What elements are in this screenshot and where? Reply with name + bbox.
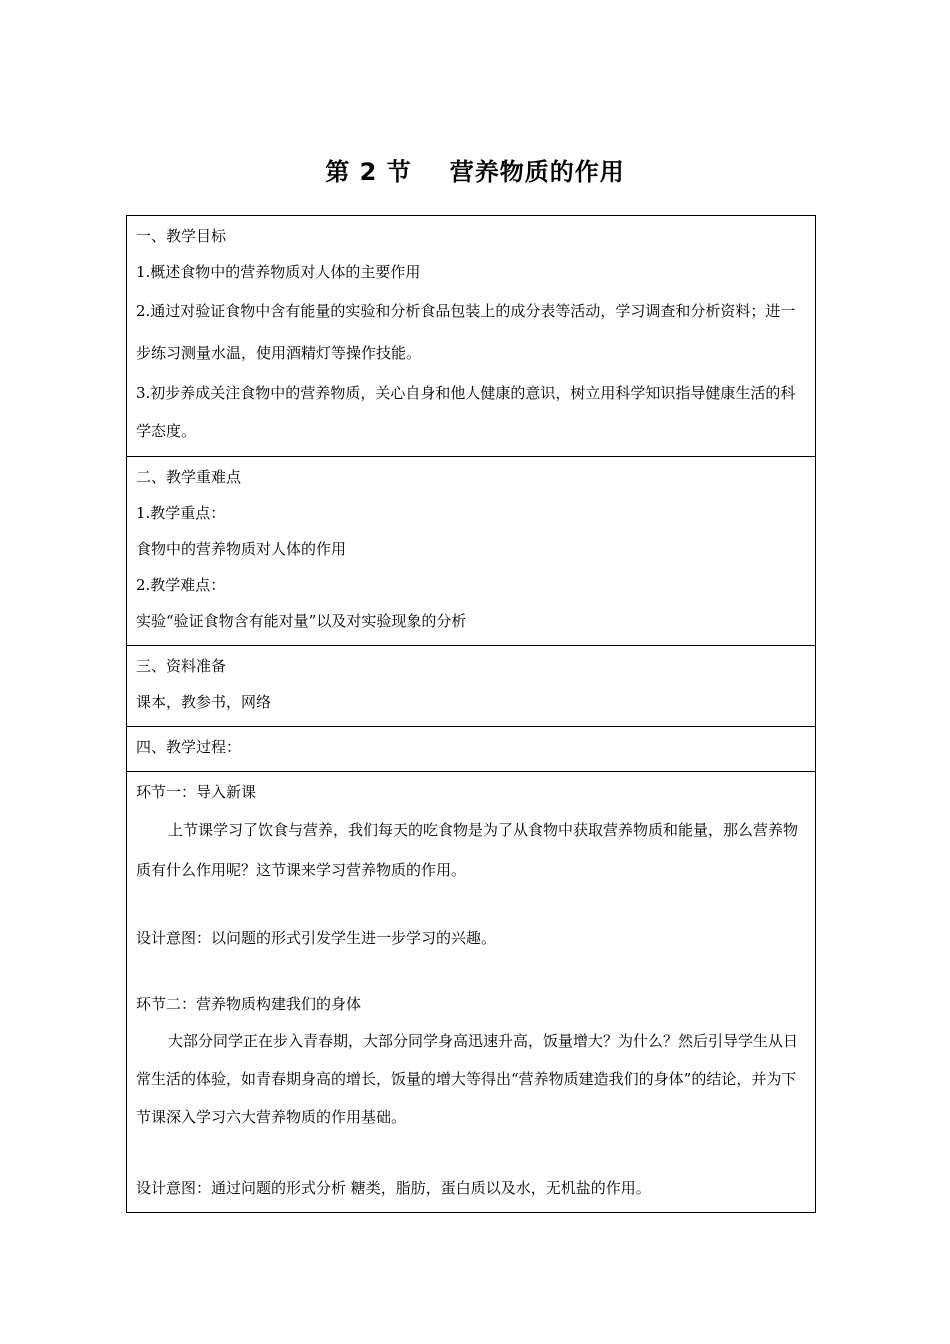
materials-text: 课本，教参书，网络 [136,693,272,711]
lesson-plan-table [126,215,816,1213]
step1-title: 环节一：导入新课 [136,783,257,801]
difficulty-label: 2.教学难点： [136,576,226,594]
materials-row [127,646,816,727]
step2-text: 大部分同学正在步入青春期，大部分同学身高迅速升高，饭量增大？为什么？然后引导学生从日常生活的体验，如青春期身高的增长，饭量的增大等得出“营养物质建造我们的身体”的结论，并为下节课深入学习六大营养物质的作用基础。 [136,1032,799,1126]
focus-label: 1.教学重点： [136,504,226,522]
steps-row [127,772,816,1213]
goal-item-3: 3.初步养成关注食物中的营养物质，关心自身和他人健康的意识，树立用科学知识指导健康生活的科学态度。 [136,384,796,440]
goals-cell [127,216,816,457]
page-title [0,152,950,187]
process-row [127,727,816,772]
spacer [136,1136,806,1170]
keypoints-cell [127,457,816,646]
spacer [136,956,806,986]
materials-heading: 三、资料准备 [136,657,227,675]
process-cell [127,727,816,772]
step1-intent: 设计意图：以问题的形式引发学生进一步学习的兴趣。 [136,929,497,947]
goals-heading: 一、教学目标 [136,227,227,245]
spacer [136,890,806,920]
goals-row [127,216,816,457]
title-topic: 营养物质的作用 [449,158,625,186]
keypoints-row [127,457,816,646]
materials-cell [127,646,816,727]
steps-cell [127,772,816,1213]
step1-text: 上节课学习了饮食与营养，我们每天的吃食物是为了从食物中获取营养物质和能量，那么营养物质有什么作用呢？这节课来学习营养物质的作用。 [136,821,799,879]
process-heading: 四、教学过程： [136,738,242,756]
difficulty-text: 实验“验证食物含有能对量”以及对实验现象的分析 [136,612,467,630]
focus-text: 食物中的营养物质对人体的作用 [136,540,347,558]
goal-item-1: 1.概述食物中的营养物质对人体的主要作用 [136,263,421,281]
step2-title: 环节二：营养物质构建我们的身体 [136,995,362,1013]
title-section-number: 第 2 节 [325,158,412,186]
step2-intent: 设计意图：通过问题的形式分析 糖类，脂肪，蛋白质以及水，无机盐的作用。 [136,1179,651,1197]
keypoints-heading: 二、教学重难点 [136,468,242,486]
goal-item-2: 2.通过对验证食物中含有能量的实验和分析食品包装上的成分表等活动，学习调查和分析资料；进一步练习测量水温，使用酒精灯等操作技能。 [136,302,796,362]
